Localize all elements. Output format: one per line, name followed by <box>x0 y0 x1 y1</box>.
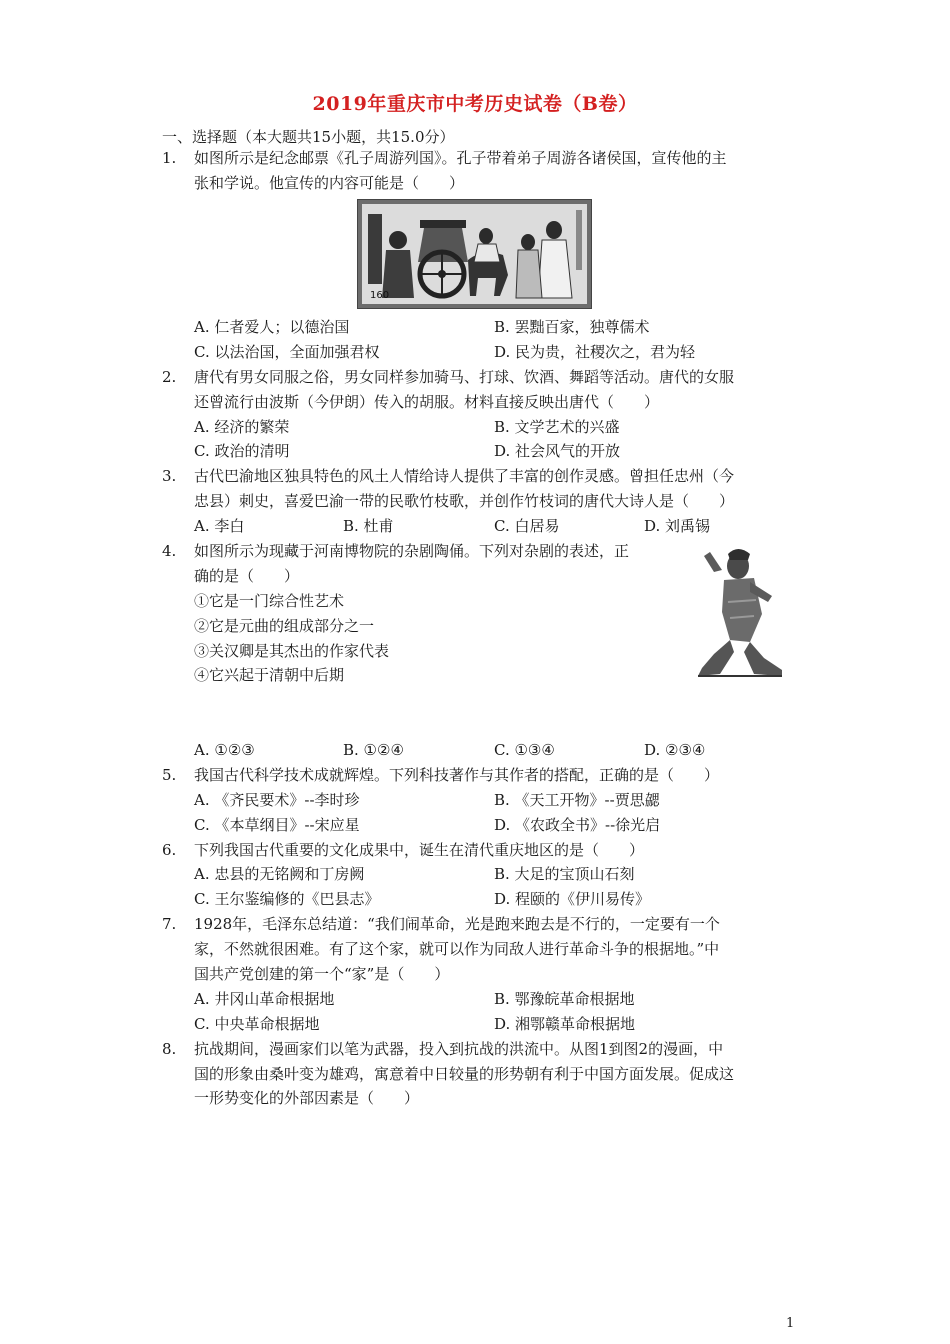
q1-option-a[interactable]: A. 仁者爱人；以德治国 <box>194 318 350 336</box>
q7-option-b[interactable]: B. 鄂豫皖革命根据地 <box>494 990 635 1008</box>
q4-option-a[interactable]: A. ①②③ <box>194 741 255 759</box>
confucius-stamp-image <box>357 199 592 309</box>
q4-stem-line2: 确的是（ ） <box>194 567 300 585</box>
q7-stem-line2: 家，不然就很困难。有了这个家，就可以作为同敌人进行革命斗争的根据地。”中 <box>194 940 720 958</box>
q5-option-b[interactable]: B. 《天工开物》--贾思勰 <box>494 791 660 809</box>
q4-stem-line1: 如图所示为现藏于河南博物院的杂剧陶俑。下列对杂剧的表述，正 <box>194 542 630 560</box>
q5-option-a[interactable]: A. 《齐民要术》--李时珍 <box>194 791 360 809</box>
q3-stem-line2: 忠县）刺史，喜爱巴渝一带的民歌竹枝歌，并创作竹枝词的唐代大诗人是（ ） <box>194 492 735 510</box>
q3-option-c[interactable]: C. 白居易 <box>494 517 560 535</box>
q7-stem-line1: 1928年，毛泽东总结道：“我们闹革命，光是跑来跑去是不行的，一定要有一个 <box>194 915 720 933</box>
q7-number: 7. <box>162 915 177 933</box>
q1-option-b[interactable]: B. 罢黜百家，独尊儒术 <box>494 318 650 336</box>
q6-option-c[interactable]: C. 王尔鉴编修的《巴县志》 <box>194 890 380 908</box>
q1-number: 1. <box>162 149 177 167</box>
q6-option-b[interactable]: B. 大足的宝顶山石刻 <box>494 865 635 883</box>
q3-option-b[interactable]: B. 杜甫 <box>343 517 394 535</box>
q3-option-d[interactable]: D. 刘禹锡 <box>644 517 711 535</box>
q1-stem-line1: 如图所示是纪念邮票《孔子周游列国》。孔子带着弟子周游各诸侯国，宣传他的主 <box>194 149 727 167</box>
q5-option-c[interactable]: C. 《本草纲目》--宋应星 <box>194 816 360 834</box>
q7-option-a[interactable]: A. 井冈山革命根据地 <box>194 990 335 1008</box>
q8-stem-line3: 一形势变化的外部因素是（ ） <box>194 1089 420 1107</box>
q6-stem-line1: 下列我国古代重要的文化成果中，诞生在清代重庆地区的是（ ） <box>194 841 645 859</box>
q4-option-d[interactable]: D. ②③④ <box>644 741 706 759</box>
q7-option-d[interactable]: D. 湘鄂赣革命根据地 <box>494 1015 636 1033</box>
q2-stem-line2: 还曾流行由波斯（今伊朗）传入的胡服。材料直接反映出唐代（ ） <box>194 393 660 411</box>
q2-option-a[interactable]: A. 经济的繁荣 <box>194 418 290 436</box>
q1-stem-line2: 张和学说。他宣传的内容可能是（ ） <box>194 174 465 192</box>
q6-number: 6. <box>162 841 177 859</box>
q8-stem-line1: 抗战期间，漫画家们以笔为武器，投入到抗战的洪流中。从图1到图2的漫画，中 <box>194 1040 724 1058</box>
q2-stem-line1: 唐代有男女同服之俗，男女同样参加骑马、打球、饮酒、舞蹈等活动。唐代的女服 <box>194 368 735 386</box>
q4-statement-1: ①它是一门综合性艺术 <box>194 592 345 610</box>
exam-title: 2019年重庆市中考历史试卷（B卷） <box>312 93 638 115</box>
q5-number: 5. <box>162 766 177 784</box>
q5-stem-line1: 我国古代科学技术成就辉煌。下列科技著作与其作者的搭配，正确的是（ ） <box>194 766 720 784</box>
q3-stem-line1: 古代巴渝地区独具特色的风土人情给诗人提供了丰富的创作灵感。曾担任忠州（今 <box>194 467 735 485</box>
q1-option-d[interactable]: D. 民为贵，社稷次之，君为轻 <box>494 343 696 361</box>
page-number: 1 <box>786 1316 795 1331</box>
q7-stem-line3: 国共产党创建的第一个“家”是（ ） <box>194 965 450 983</box>
q5-option-d[interactable]: D. 《农政全书》--徐光启 <box>494 816 661 834</box>
q4-statement-2: ②它是元曲的组成部分之一 <box>194 617 375 635</box>
q2-number: 2. <box>162 368 177 386</box>
q8-stem-line2: 国的形象由桑叶变为雄鸡，寓意着中日较量的形势朝有利于中国方面发展。促成这 <box>194 1065 735 1083</box>
section-heading: 一、选择题（本大题共15小题，共15.0分） <box>162 128 455 146</box>
q8-number: 8. <box>162 1040 177 1058</box>
q4-statement-4: ④它兴起于清朝中后期 <box>194 666 345 684</box>
q4-number: 4. <box>162 542 177 560</box>
q2-option-d[interactable]: D. 社会风气的开放 <box>494 442 621 460</box>
figurine-illustration <box>694 542 786 678</box>
q6-option-d[interactable]: D. 程颐的《伊川易传》 <box>494 890 651 908</box>
q6-option-a[interactable]: A. 忠县的无铭阙和丁房阙 <box>194 865 365 883</box>
zaju-figurine-image <box>694 542 786 678</box>
stamp-denomination: 160 <box>370 290 390 301</box>
q7-option-c[interactable]: C. 中央革命根据地 <box>194 1015 320 1033</box>
q2-option-c[interactable]: C. 政治的清明 <box>194 442 290 460</box>
q1-option-c[interactable]: C. 以法治国，全面加强君权 <box>194 343 380 361</box>
q3-number: 3. <box>162 467 177 485</box>
q2-option-b[interactable]: B. 文学艺术的兴盛 <box>494 418 620 436</box>
q4-option-c[interactable]: C. ①③④ <box>494 741 555 759</box>
q3-option-a[interactable]: A. 李白 <box>194 517 245 535</box>
q4-statement-3: ③关汉卿是其杰出的作家代表 <box>194 642 390 660</box>
q4-option-b[interactable]: B. ①②④ <box>343 741 404 759</box>
stamp-illustration <box>358 200 591 308</box>
